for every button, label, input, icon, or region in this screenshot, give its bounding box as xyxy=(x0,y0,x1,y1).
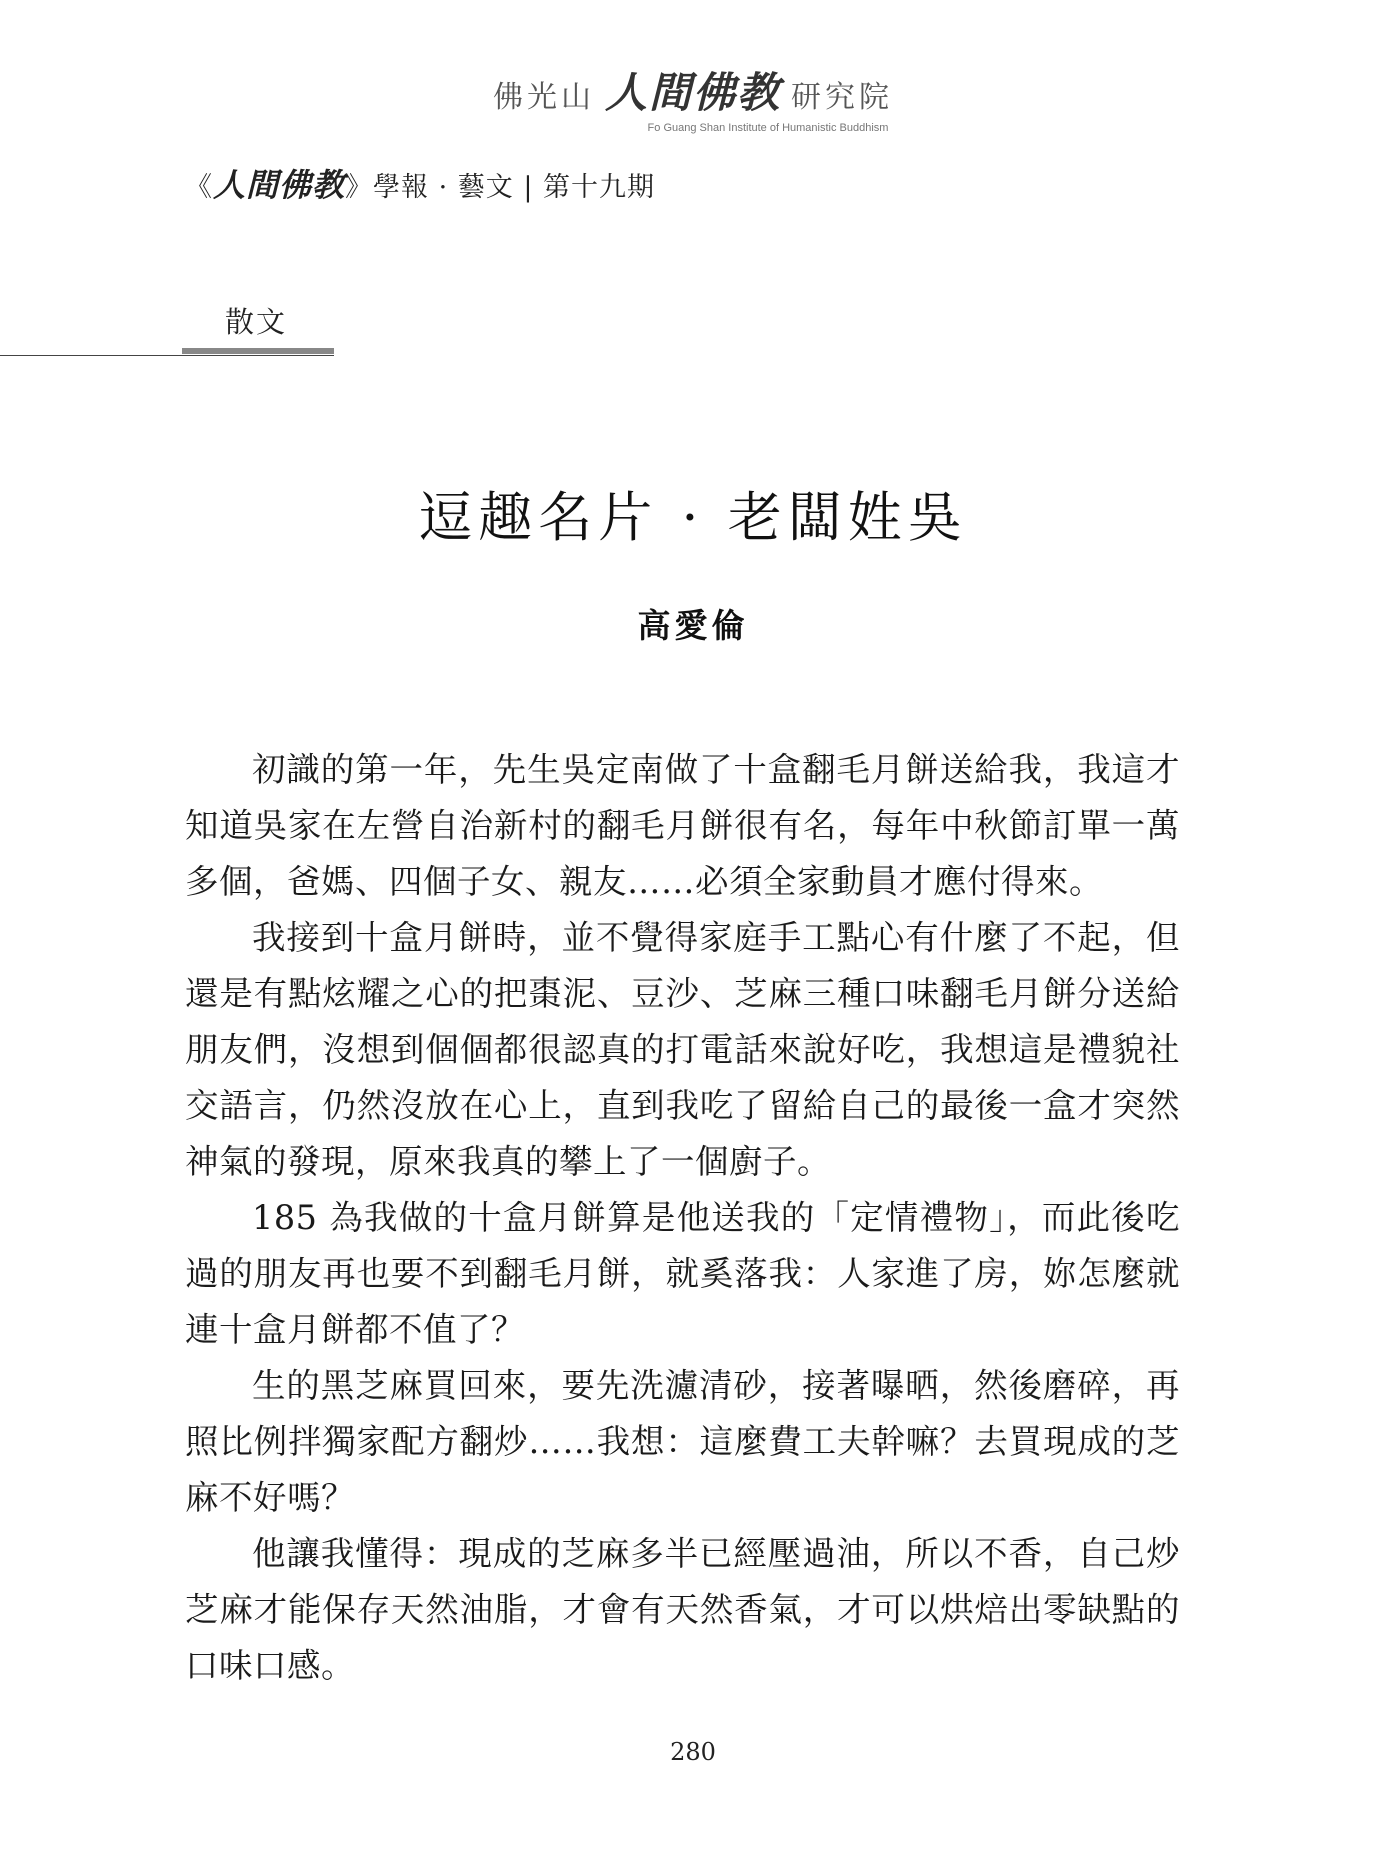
paragraph: 初識的第一年，先生吳定南做了十盒翻毛月餅送給我，我這才知道吳家在左營自治新村的翻毛月餅很有名，每年中秋節訂單一萬多個，爸媽、四個子女、親友……必須全家動員才應付得來。 xyxy=(185,750,1180,901)
section-underline-bar xyxy=(182,348,334,354)
section-divider-line xyxy=(0,355,334,356)
journal-header xyxy=(185,160,655,206)
section-label: 散文 xyxy=(225,305,288,339)
journal-open-bracket: 《 xyxy=(185,172,213,203)
paragraph: 他讓我懂得：現成的芝麻多半已經壓過油，所以不香，自己炒芝麻才能保存天然油脂，才會有天然香氣，才可以烘焙出零缺點的口味口感。 xyxy=(185,1534,1180,1685)
paragraph: 生的黑芝麻買回來，要先洗濾清砂，接著曝晒，然後磨碎，再照比例拌獨家配方翻炒……我想：這麼費工夫幹嘛？去買現成的芝麻不好嗎？ xyxy=(185,1366,1180,1517)
article-author: 高愛倫 xyxy=(637,606,749,645)
article-body xyxy=(185,742,1180,1694)
institute-suffix: 研究院 xyxy=(791,80,893,115)
paragraph: 185 為我做的十盒月餅算是他送我的「定情禮物」，而此後吃過的朋友再也要不到翻毛月餅，就奚落我：人家進了房，妳怎麼就連十盒月餅都不值了？ xyxy=(185,1198,1180,1349)
institute-english-name: Fo Guang Shan Institute of Humanistic Buddhism xyxy=(647,122,889,134)
institute-title xyxy=(493,60,893,120)
paragraph: 我接到十盒月餅時，並不覺得家庭手工點心有什麼了不起，但還是有點炫耀之心的把棗泥、豆沙、芝麻三種口味翻毛月餅分送給朋友們，沒想到個個都很認真的打電話來說好吃，我想這是禮貌社交語言，仍然沒放在心上，直到我吃了留給自己的最後一盒才突然神氣的發現，原來我真的攀上了一個廚子。 xyxy=(185,918,1180,1181)
page-number: 280 xyxy=(670,1738,716,1766)
journal-brand: 人間佛教 xyxy=(213,166,346,204)
article-title: 逗趣名片 · 老闆姓吳 xyxy=(418,486,968,549)
masthead xyxy=(0,60,1386,134)
institute-prefix: 佛光山 xyxy=(492,80,595,115)
journal-issue-info: 》學報 · 藝文 | 第十九期 xyxy=(345,172,656,203)
institute-brand-logo: 人間佛教 xyxy=(604,68,781,117)
